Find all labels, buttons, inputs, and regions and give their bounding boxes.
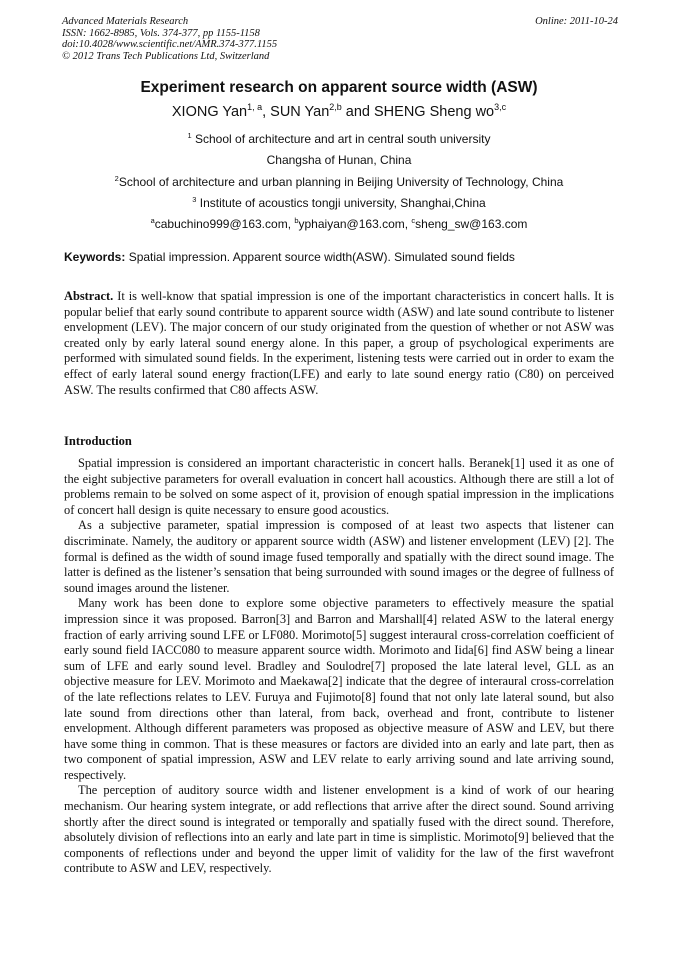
email-a: cabuchino999@163.com, xyxy=(154,217,295,231)
author-3-affil: 3,c xyxy=(494,102,507,113)
affiliation-text: Institute of acoustics tongji university, Shanghai,China xyxy=(196,196,486,210)
introduction-body xyxy=(64,456,614,877)
copyright-line: © 2012 Trans Tech Publications Ltd, Switzerland xyxy=(62,50,270,62)
affiliation-marker: 3 xyxy=(192,195,197,204)
email-c: sheng_sw@163.com xyxy=(415,217,528,231)
affiliation-marker: 2 xyxy=(114,174,119,183)
email-marker: c xyxy=(411,216,416,225)
email-marker: a xyxy=(150,216,155,225)
author-separator: , xyxy=(262,104,271,120)
email-b: yphaiyan@163.com, xyxy=(298,217,412,231)
journal-header xyxy=(62,16,618,62)
affiliation-marker: 1 xyxy=(187,131,192,140)
paragraph: As a subjective parameter, spatial impression is composed of at least two aspects that listener can discriminate. Namely, the auditory or apparent source width (ASW) and listener envelopment (LEV) [2]. The formal is defined as the width of sound image fused temporally and spatially with the direct sound image. The latter is defined as the listener’s sensation that being surrounded with sound images or the degree of fullness of sound images around the listener. xyxy=(64,518,614,595)
doi-line: doi:10.4028/www.scientific.net/AMR.374-377.1155 xyxy=(62,39,278,50)
paragraph: Spatial impression is considered an important characteristic in concert halls. Beranek[1] used it as one of the eight subjective parameters for overall evaluation in concert hall acoustics. Although there are still a lot of problems remain to be solved on some aspect of it, provision of enough spatial impression in the implications of concert hall design is quite necessary to ensure good acoustics. xyxy=(64,456,614,517)
keywords-label: Keywords: xyxy=(64,250,126,264)
author-3: SHENG Sheng wo xyxy=(374,104,495,120)
author-1-affil: 1, a xyxy=(247,102,263,113)
paragraph: The perception of auditory source width and listener envelopment is a kind of work of our hearing mechanism. Our hearing system integrate, or add reflections that arrive after the direct sound. Sound arriving shortly after the direct sound is integrated or temporally and spatially fused with the direct sound. Therefore, absolutely division of reflections into an early and late part in time is simplistic. Morimoto[9] believed that the components of reflections under and beyond the upper limit of validity for the law of the first wavefront contribute to ASW and LEV, respectively. xyxy=(64,783,614,876)
abstract-label: Abstract. xyxy=(64,289,114,303)
abstract xyxy=(64,289,614,398)
affiliation-2 xyxy=(40,175,638,189)
author-separator: and xyxy=(341,104,375,120)
email-marker: b xyxy=(294,216,299,225)
online-date: Online: 2011-10-24 xyxy=(535,16,618,27)
affiliation-text: School of architecture and urban planning in Beijing University of Technology, China xyxy=(118,175,564,189)
author-line xyxy=(40,104,638,120)
keywords-text: Spatial impression. Apparent source width(ASW). Simulated sound fields xyxy=(125,250,515,264)
author-2-affil: 2,b xyxy=(329,102,342,113)
journal-name: Advanced Materials Research xyxy=(62,16,189,27)
affiliation-3 xyxy=(40,196,638,210)
abstract-text: It is well-know that spatial impression is one of the important characteristics in concert halls. It is popular belief that early sound contribute to apparent source width (ASW) and late sound contribute to listener envelopment (LEV). The major concern of our study originated from the question of whether or not ASW was created only by early lateral sound energy alone. In this paper, a group of psychological experiments are performed with simulated sound fields. In the experiment, listening tests were carried out in order to exam the effect of early lateral sound energy fraction(LFE) and early to late sound energy ratio (C80) on perceived ASW. The results confirmed that C80 affects ASW. xyxy=(64,289,614,397)
affiliation-1 xyxy=(40,132,638,146)
section-heading-introduction: Introduction xyxy=(64,434,132,448)
paper-title: Experiment research on apparent source width (ASW) xyxy=(140,79,538,96)
keywords xyxy=(64,250,624,264)
affiliation-text: School of architecture and art in central south university xyxy=(191,132,491,146)
issn-line: ISSN: 1662-8985, Vols. 374-377, pp 1155-1158 xyxy=(62,27,260,39)
paragraph: Many work has been done to explore some objective parameters to effectively measure the spatial impression since it was proposed. Barron[3] and Barron and Marshall[4] related ASW to the lateral energy fraction of early arriving sound LFE or LF080. Morimoto[5] suggest interaural cross-correlation coefficient of early sound field IACC080 to measure apparent source width. Morimoto and Iida[6] find ASW being a linear sum of LFE and early sound level. Bradley and Soulodre[7] proposed the late lateral level, GLL as an objective measure for LEV. Morimoto and Maekawa[2] indicate that the degree of interaural cross-correlation of the late reflections relates to LEV. Furuya and Fujimoto[8] found that not only late lateral sound, but also late sound from directions other than lateral, from back, overhead and front, contribute to listener envelopment. Although different parameters was proposed as objective measure of ASW and LEV, but there have some thing in common. That is these measures or factors are divided into an early and late part, then as two component of spatial impression, ASW and LEV relate to early arriving sound and late arriving sound, respectively. xyxy=(64,596,614,782)
author-2: SUN Yan xyxy=(270,104,330,120)
affiliation-1-city: Changsha of Hunan, China xyxy=(266,153,412,167)
email-line xyxy=(40,217,638,231)
author-1: XIONG Yan xyxy=(171,104,248,120)
